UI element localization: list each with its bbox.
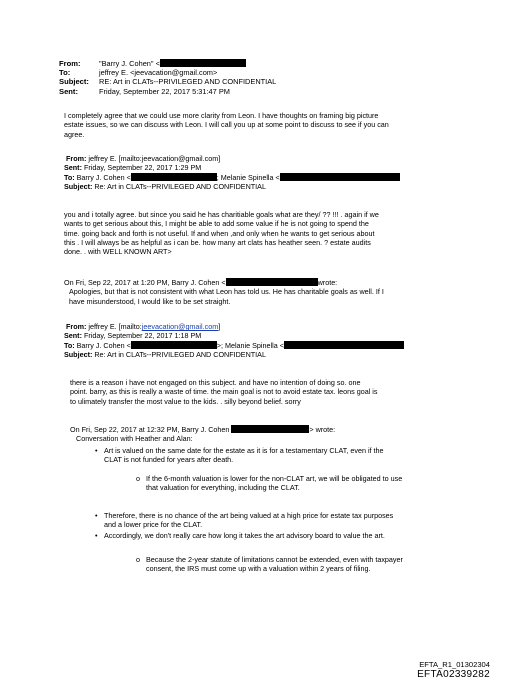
quoted-subject-label: Subject: xyxy=(64,349,93,359)
to-label: To: xyxy=(59,68,71,78)
body-line: and a lower price for the CLAT. xyxy=(104,520,203,530)
header-subject-row xyxy=(59,77,276,86)
body-line: Because the 2-year statute of limitations cannot be extended, even with taxpayer xyxy=(146,555,403,564)
sub-bullet-2 xyxy=(136,555,403,574)
bullet-icon: • xyxy=(95,511,98,520)
quoted-to-mid: >; Melanie Spinella < xyxy=(216,340,284,350)
email-link[interactable]: jeevacation@gmail.com xyxy=(141,322,219,331)
quoted-subject-row xyxy=(64,182,400,191)
quoted-sent-row xyxy=(64,331,404,340)
redaction-bar xyxy=(226,278,318,286)
sub-bullet-1 xyxy=(136,474,403,493)
quoted-from-value: jeffrey E. [mailto:jeevacation@gmail.com] xyxy=(88,154,221,163)
quoted-message-4 xyxy=(70,425,335,444)
header-sent-row xyxy=(59,87,276,96)
bullet-icon: • xyxy=(95,531,98,540)
bates-number: EFTA02339282 xyxy=(417,669,490,680)
quoted-to-prefix: Barry J. Cohen < xyxy=(76,172,131,182)
body-line: that valuation for everything, including the CLAT. xyxy=(146,483,300,493)
quoted-from-suffix: ] xyxy=(218,322,221,331)
reply-paragraph-2 xyxy=(64,210,379,256)
redaction-bar xyxy=(280,173,400,181)
sent-value: Friday, September 22, 2017 5:31:47 PM xyxy=(99,86,230,96)
from-value: "Barry J. Cohen" < xyxy=(99,59,160,68)
body-line: you and i totally agree. but since you said he has charitiable goals what are they/ ?? !!! . again if we xyxy=(64,210,379,219)
quoted-to-mid: ; Melanie Spinella < xyxy=(216,172,280,182)
quoted-subject-value: Re: Art in CLATs--PRIVILEGED AND CONFIDENTIAL xyxy=(94,349,266,359)
quoted-sent-value: Friday, September 22, 2017 1:29 PM xyxy=(83,163,202,173)
quoted-from-label: From: xyxy=(66,154,87,163)
redaction-bar xyxy=(284,341,404,349)
body-line: there is a reason i have not engaged on this subject. and have no intention of doing so. one xyxy=(70,378,361,387)
header-to-row xyxy=(59,68,276,77)
quoted-subject-value: Re: Art in CLATs--PRIVILEGED AND CONFIDENTIAL xyxy=(94,181,266,191)
quoted-sent-label: Sent: xyxy=(64,163,82,173)
bullet-icon: • xyxy=(95,446,98,455)
quoted-to-row xyxy=(64,341,404,350)
body-line: to ulimately transfer the most value to the kids. . silly beyond belief. sorry xyxy=(70,396,301,406)
header-from-row xyxy=(59,59,276,68)
body-line: this . I will always be as helpful as i can be. how many art clats has heather seen. ? estate audits xyxy=(64,237,371,247)
hollow-bullet-icon: o xyxy=(136,555,140,564)
body-line: done. . with WELL KNOWN ART> xyxy=(64,247,172,257)
reply-paragraph-1 xyxy=(64,111,389,139)
body-line: If the 6-month valuation is lower for the non-CLAT art, we will be obligated to use xyxy=(146,474,403,483)
quoted-header-3 xyxy=(64,322,404,359)
reply-paragraph-3 xyxy=(70,378,378,406)
body-line: wants to get serious about this, I might be able to add some value if he is not going to spend the xyxy=(64,219,369,229)
redaction-bar xyxy=(131,341,217,349)
quoted-intro xyxy=(64,278,384,287)
quoted-from-row xyxy=(64,154,400,163)
bullet-1 xyxy=(95,446,384,465)
body-line: have misunderstood, I would like to be set straight. xyxy=(69,296,231,306)
redaction-bar xyxy=(160,59,246,67)
conversation-heading: Conversation with Heather and Alan: xyxy=(76,434,193,444)
to-value: jeffrey E. <jeevacation@gmail.com> xyxy=(99,68,218,78)
quoted-intro-suffix: > wrote: xyxy=(309,425,336,434)
body-line: I completely agree that we could use more clarity from Leon. I have thoughts on framing big picture xyxy=(64,111,379,120)
quoted-to-row xyxy=(64,173,400,182)
quoted-intro-prefix: On Fri, Sep 22, 2017 at 1:20 PM, Barry J. Cohen < xyxy=(64,278,226,287)
quoted-subject-label: Subject: xyxy=(64,181,93,191)
body-line: Art is valued on the same date for the estate as it is for a testamentary CLAT, even if the xyxy=(104,446,384,455)
hollow-bullet-icon: o xyxy=(136,474,140,483)
quoted-to-label: To: xyxy=(64,172,75,182)
quoted-message-2 xyxy=(64,278,384,306)
quoted-subject-row xyxy=(64,350,404,359)
redaction-bar xyxy=(231,425,309,433)
body-line: time. going back and forth is not useful. If and when ,and only when he wants to get serious about xyxy=(64,228,375,238)
quoted-body xyxy=(64,287,384,306)
redaction-bar xyxy=(131,173,217,181)
subject-label: Subject: xyxy=(59,77,89,87)
body-line: consent, the IRS must come up with a valuation within 2 years of filing. xyxy=(146,564,371,574)
quoted-intro-prefix: On Fri, Sep 22, 2017 at 12:32 PM, Barry J. Cohen xyxy=(70,425,230,434)
body-line: agree. xyxy=(64,129,85,139)
body-line: CLAT is not funded for years after death. xyxy=(104,455,234,465)
bates-number-small: EFTA_R1_01302304 xyxy=(419,660,490,669)
quoted-sent-label: Sent: xyxy=(64,331,82,341)
from-label: From: xyxy=(59,59,81,68)
body-line: Therefore, there is no chance of the art being valued at a high price for estate tax purposes xyxy=(104,511,394,520)
quoted-sent-value: Friday, September 22, 2017 1:18 PM xyxy=(83,331,202,341)
quoted-to-prefix: Barry J. Cohen < xyxy=(76,340,131,350)
quoted-from-row xyxy=(64,322,404,331)
bullet-3 xyxy=(95,531,385,540)
quoted-intro xyxy=(70,425,335,434)
body-line: Accordingly, we don't really care how long it takes the art advisory board to value the art. xyxy=(104,531,385,540)
email-header xyxy=(59,59,276,96)
bullet-2 xyxy=(95,511,394,530)
quoted-to-label: To: xyxy=(64,340,75,350)
quoted-from-label: From: xyxy=(66,322,87,331)
subject-value: RE: Art in CLATs--PRIVILEGED AND CONFIDENTIAL xyxy=(99,77,277,87)
sent-label: Sent: xyxy=(59,86,78,96)
quoted-sent-row xyxy=(64,163,400,172)
body-line: point. barry, as this is really a waste of time. the main goal is not to avoid estate tax. leons goal is xyxy=(70,387,378,397)
quoted-header-1 xyxy=(64,154,400,191)
body-line: estate issues, so we can discuss with Leon. I will call you up at some point to discuss to see if you can xyxy=(64,120,389,130)
body-line: Apologies, but that is not consistent with what Leon has told us. He has charitable goals as well. If I xyxy=(69,287,384,297)
quoted-from-prefix: jeffrey E. [mailto: xyxy=(88,322,142,331)
quoted-intro-suffix: wrote: xyxy=(317,278,338,287)
